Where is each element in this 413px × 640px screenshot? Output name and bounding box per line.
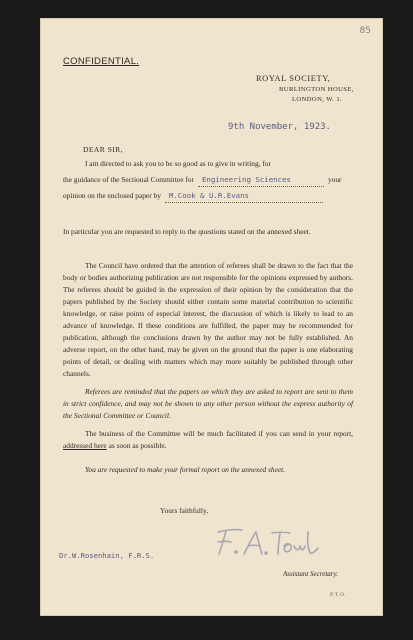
archive-number: 85	[359, 26, 371, 36]
para1-line3-pre: opinion on the enclosed paper by	[63, 191, 161, 200]
para1-line2	[63, 174, 353, 190]
para1-line1-text: I am directed to ask you to be so good as to give in writing, for	[85, 159, 271, 168]
sender-address	[249, 74, 359, 103]
letter-date: 9th November, 1923.	[228, 122, 331, 132]
address-line-1: BURLINGTON HOUSE,	[279, 86, 354, 93]
paragraph-formal-report: You are requested to make your formal report on the annexed sheet.	[85, 465, 286, 474]
paragraph-confidence: Referees are reminded that the papers on which they are asked to report are sent to them in strict confidence, and may not be shown to any other person without the express authority of the Sectional Committee or Council.	[63, 387, 353, 420]
org-name: ROYAL SOCIETY,	[256, 74, 331, 83]
para1-line2-pre: the guidance of the Sectional Committee for	[63, 175, 194, 184]
address-line-2: LONDON, W. 1.	[292, 96, 343, 103]
para1-line3	[63, 190, 353, 206]
salutation: DEAR SIR,	[83, 145, 123, 154]
para5-pre: The business of the Committee will be much facilitated if you can send in your report,	[85, 429, 353, 438]
recipient-name: Dr.W.Rosenhain, F.R.S.	[59, 551, 155, 560]
signature-image	[212, 524, 324, 558]
pto-note: P.T.O.	[330, 592, 347, 598]
closing: Yours faithfully,	[160, 506, 209, 515]
confidential-heading: CONFIDENTIAL.	[63, 56, 140, 67]
paragraph-questions: In particular you are requested to reply to the questions stated on the annexed sheet.	[63, 227, 311, 236]
paragraph-council: The Council have ordered that the attention of referees shall be drawn to the fact that the body or bodies authorizing publication are not responsible for the opinions expressed by authors. The referees should be guided in the expression of their opinion by the consideration that the papers published by the Society should either contain some material contribution to scientific knowledge, or raise points of especial interest, the discussion of which is likely to lead to an advance of knowledge. If these conditions are fulfilled, the paper may be recommended for publication, although the conclusions drawn by the author may not be fully established. An adverse report, on the other hand, may be given on the ground that the paper is one elaborating points of detail, or dealing with matters which may more suitably be published through other channels.	[63, 261, 353, 378]
para1-line2-post: your	[327, 175, 342, 184]
committee-field: Engineering Sciences	[198, 174, 324, 187]
paragraph-request	[63, 158, 353, 206]
paragraph-business	[63, 428, 353, 452]
authors-field: M.Cook & U.R.Evans	[165, 190, 323, 203]
para1-line1	[63, 158, 353, 174]
signatory-title: Assistant Secretary.	[283, 570, 338, 578]
para5-post: as soon as possible.	[108, 441, 167, 450]
letter-page	[40, 18, 383, 616]
addressed-here: addressed here	[63, 441, 107, 450]
